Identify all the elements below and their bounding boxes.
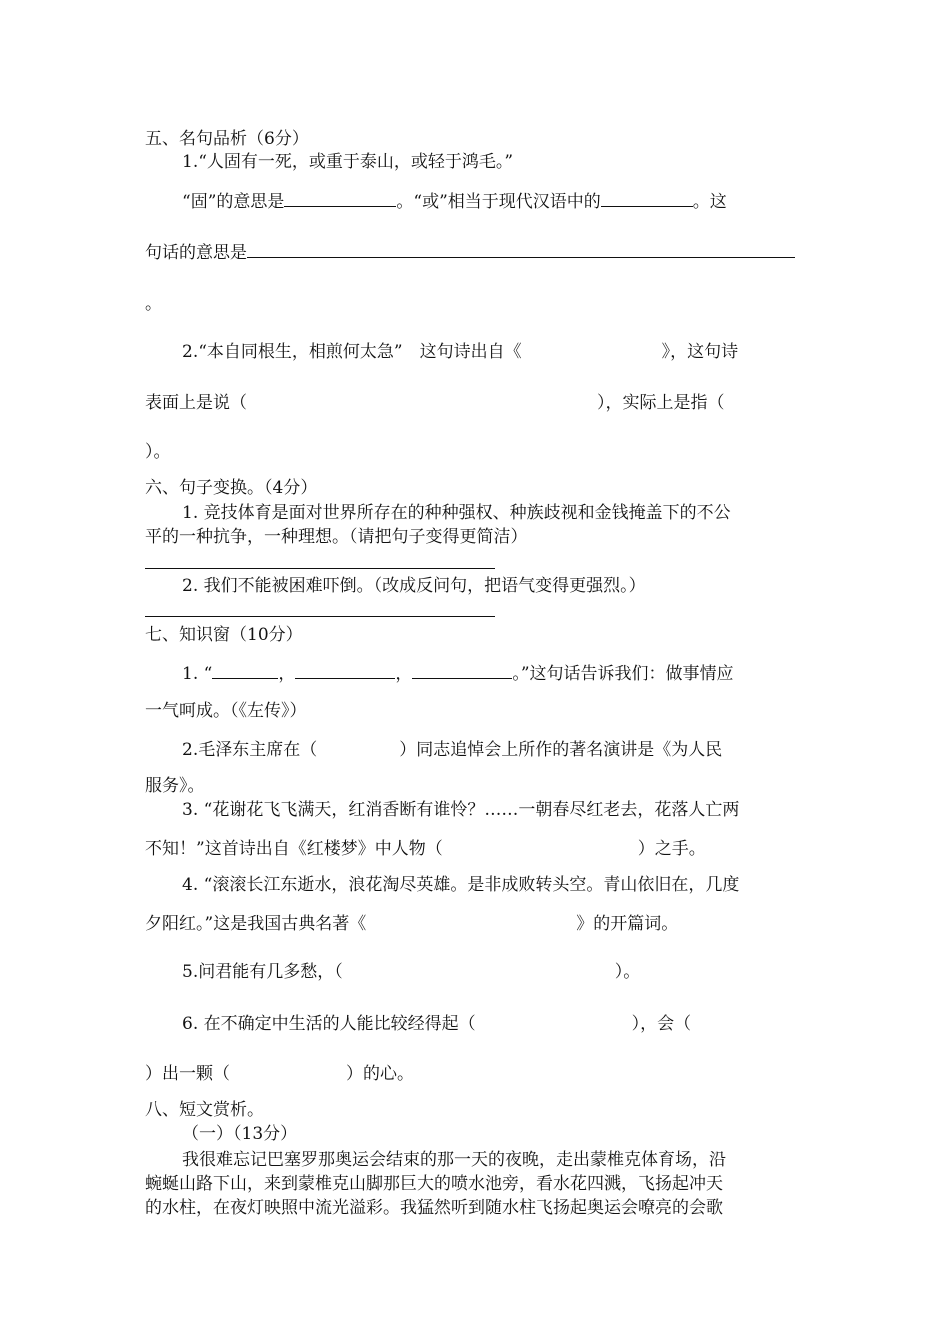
- question-6-1-line1: 1. 竞技体育是面对世界所存在的种种强权、种族歧视和金钱掩盖下的不公: [182, 503, 731, 523]
- section-8-heading: 八、短文赏析。: [145, 1100, 264, 1120]
- answer-blank[interactable]: [295, 662, 395, 679]
- question-5-2-line1: 2.“本自同根生，相煎何太急” 这句诗出自《 》，这句诗: [182, 342, 739, 362]
- answer-blank[interactable]: [247, 241, 795, 258]
- question-6-2: 2. 我们不能被困难吓倒。（改成反问句，把语气变得更强烈。）: [182, 576, 646, 596]
- passage-line-3: 的水柱，在夜灯映照中流光溢彩。我猛然听到随水柱飞扬起奥运会嘹亮的会歌: [145, 1198, 723, 1218]
- answer-blank[interactable]: [284, 190, 396, 207]
- question-6-1-line2: 平的一种抗争，一种理想。（请把句子变得更简洁）: [145, 527, 528, 547]
- question-7-2-line2: 服务》。: [145, 776, 205, 796]
- passage-line-1: 我很难忘记巴塞罗那奥运会结束的那一天的夜晚，走出蒙椎克体育场，沿: [182, 1150, 726, 1170]
- section-6-heading: 六、句子变换。（4分）: [145, 478, 318, 498]
- question-7-1-line1: 1. “ ， ， 。”这句话告诉我们：做事情应: [182, 664, 734, 684]
- answer-blank[interactable]: [212, 662, 278, 679]
- answer-blank[interactable]: [601, 190, 693, 207]
- answer-blank[interactable]: [412, 662, 512, 679]
- section-8-subheading: （一）（13分）: [182, 1124, 298, 1144]
- question-5-1-end: 。: [145, 294, 162, 314]
- question-5-1-line: “固”的意思是 。“或”相当于现代汉语中的 。这: [182, 192, 727, 212]
- question-5-1-meaning: 句话的意思是: [145, 241, 795, 265]
- answer-line[interactable]: [145, 568, 495, 569]
- question-5-2-end: ）。: [145, 442, 171, 462]
- question-7-3-line2: 不知！”这首诗出自《红楼梦》中人物（ ）之手。: [145, 839, 706, 859]
- question-5-2-line2: 表面上是说（ ），实际上是指（: [145, 393, 725, 413]
- section-7-heading: 七、知识窗（10分）: [145, 625, 303, 645]
- question-7-5: 5.问君能有几多愁，（ ）。: [182, 962, 641, 982]
- question-7-4-line2: 夕阳红。”这是我国古典名著《 》的开篇词。: [145, 914, 679, 934]
- question-7-1-line2: 一气呵成。（《左传》）: [145, 701, 307, 721]
- question-7-6-line1: 6. 在不确定中生活的人能比较经得起（ ），会（: [182, 1014, 692, 1034]
- question-7-2-line1: 2.毛泽东主席在（ ）同志追悼会上所作的著名演讲是《为人民: [182, 740, 723, 760]
- section-5-heading: 五、名句品析（6分）: [145, 129, 309, 149]
- question-7-4-line1: 4. “滚滚长江东逝水，浪花淘尽英雄。是非成败转头空。青山依旧在，几度: [182, 875, 740, 895]
- answer-line[interactable]: [145, 616, 495, 617]
- question-5-1-quote: 1.“人固有一死，或重于泰山，或轻于鸿毛。”: [182, 152, 514, 172]
- question-7-6-line2: ）出一颗（ ）的心。: [145, 1064, 414, 1084]
- passage-line-2: 蜿蜒山路下山，来到蒙椎克山脚那巨大的喷水池旁，看水花四溅，飞扬起冲天: [145, 1174, 723, 1194]
- question-7-3-line1: 3. “花谢花飞飞满天，红消香断有谁怜？……一朝春尽红老去，花落人亡两: [182, 800, 740, 820]
